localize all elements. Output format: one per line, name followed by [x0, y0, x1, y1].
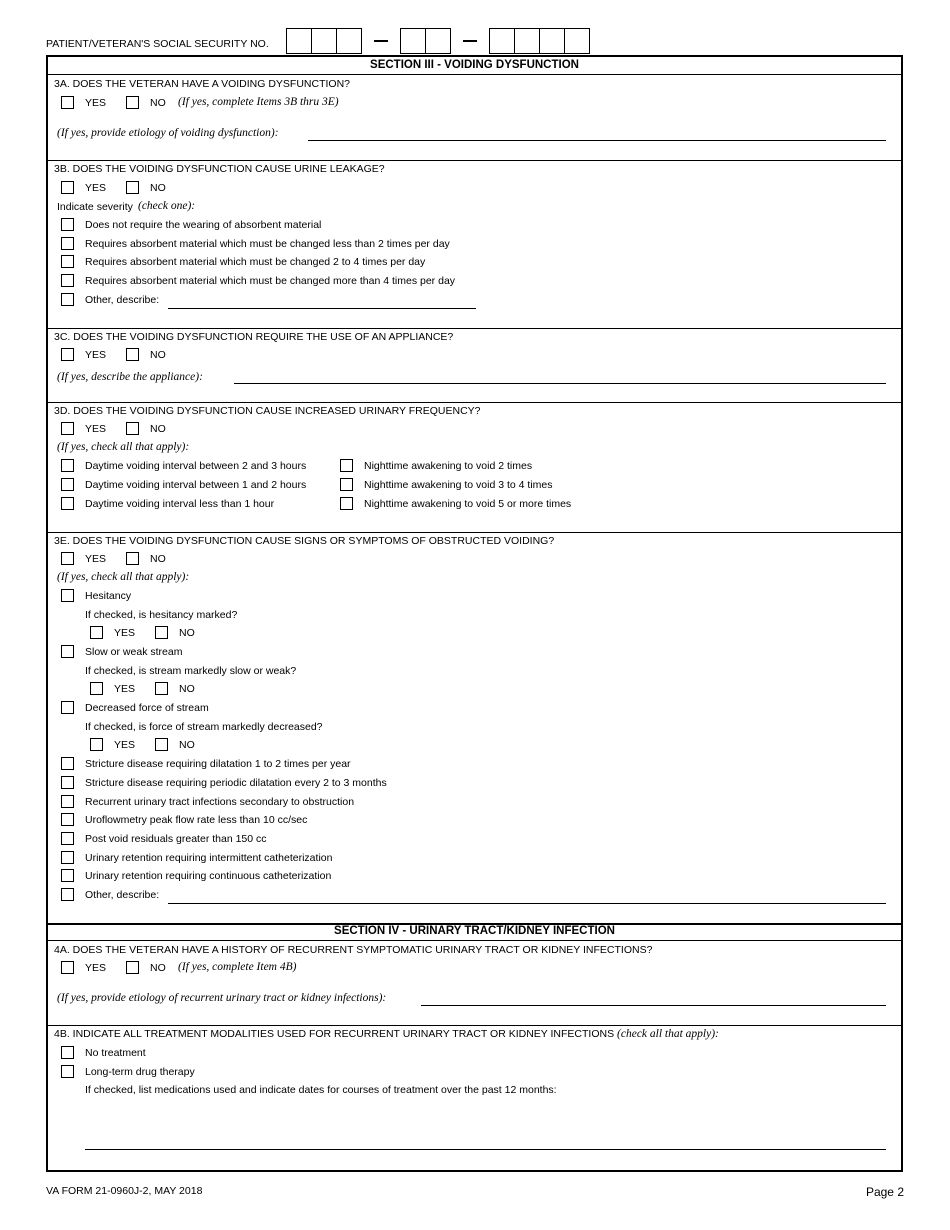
- q3c-no-label: NO: [150, 349, 166, 361]
- q3b-option-5-label: Other, describe:: [85, 294, 160, 306]
- q3e-other-field[interactable]: [168, 903, 886, 904]
- q3d-night-3-checkbox[interactable]: [340, 497, 353, 510]
- q3a-yes-checkbox[interactable]: [61, 96, 74, 109]
- q3e-decreased-no-label: NO: [179, 739, 195, 751]
- q3d-note: (If yes, check all that apply):: [57, 441, 190, 453]
- q3d-no-checkbox[interactable]: [126, 422, 139, 435]
- q3a-note: (If yes, complete Items 3B thru 3E): [178, 96, 339, 108]
- q3e-other-3-label: Recurrent urinary tract infections secondary to obstruction: [85, 796, 355, 808]
- q3b-yes-checkbox[interactable]: [61, 181, 74, 194]
- q3b-option-2-label: Requires absorbent material which must be changed less than 2 times per day: [85, 238, 450, 250]
- q3c-yes-checkbox[interactable]: [61, 348, 74, 361]
- q3e-hesitancy-yes-checkbox[interactable]: [90, 626, 103, 639]
- q3e-question: 3E. DOES THE VOIDING DYSFUNCTION CAUSE SIGNS OR SYMPTOMS OF OBSTRUCTED VOIDING?: [54, 535, 555, 547]
- q3a-etiology-label: (If yes, provide etiology of voiding dysfunction):: [57, 127, 279, 139]
- ssn-digit-7[interactable]: [515, 28, 540, 54]
- q3e-slow-checkbox[interactable]: [61, 645, 74, 658]
- q3a-question: 3A. DOES THE VETERAN HAVE A VOIDING DYSFUNCTION?: [54, 78, 351, 90]
- q3b-yes-label: YES: [85, 182, 107, 194]
- q3e-slow-no-label: NO: [179, 683, 195, 695]
- q3e-other-5-checkbox[interactable]: [61, 832, 74, 845]
- q3c-describe-label: (If yes, describe the appliance):: [57, 371, 203, 383]
- form-number: VA FORM 21-0960J-2, MAY 2018: [46, 1185, 203, 1197]
- q4b-no-treatment-checkbox[interactable]: [61, 1046, 74, 1059]
- q4a-no-checkbox[interactable]: [126, 961, 139, 974]
- q3b-no-label: NO: [150, 182, 166, 194]
- q3e-other-1-checkbox[interactable]: [61, 757, 74, 770]
- q3e-decreased-label: Decreased force of stream: [85, 702, 209, 714]
- q4a-yes-checkbox[interactable]: [61, 961, 74, 974]
- item-4a: [48, 941, 901, 1026]
- q3e-no-label: NO: [150, 553, 166, 565]
- section-4-title: SECTION IV - URINARY TRACT/KIDNEY INFECTION: [48, 923, 901, 941]
- q4a-no-label: NO: [150, 962, 166, 974]
- q3d-day-2-label: Daytime voiding interval between 1 and 2 hours: [85, 479, 307, 491]
- q4a-yes-label: YES: [85, 962, 107, 974]
- q4a-note: (If yes, complete Item 4B): [178, 961, 297, 973]
- q4b-question-note: (check all that apply):: [617, 1028, 719, 1040]
- ssn-digit-9[interactable]: [565, 28, 590, 54]
- q3d-night-1-label: Nighttime awakening to void 2 times: [364, 460, 533, 472]
- q3e-other-1-label: Stricture disease requiring dilatation 1 to 2 times per year: [85, 758, 351, 770]
- q3e-decreased-checkbox[interactable]: [61, 701, 74, 714]
- q3b-option-4-checkbox[interactable]: [61, 274, 74, 287]
- q3e-hesitancy-yes-label: YES: [114, 627, 136, 639]
- q3e-note: (If yes, check all that apply):: [57, 571, 190, 583]
- q3d-night-2-checkbox[interactable]: [340, 478, 353, 491]
- ssn-digit-4[interactable]: [400, 28, 426, 54]
- q3c-question: 3C. DOES THE VOIDING DYSFUNCTION REQUIRE THE USE OF AN APPLIANCE?: [54, 331, 454, 343]
- section-3-title: SECTION III - VOIDING DYSFUNCTION: [48, 57, 901, 75]
- ssn-boxes: [286, 28, 590, 54]
- q3e-decreased-yes-checkbox[interactable]: [90, 738, 103, 751]
- q3d-question: 3D. DOES THE VOIDING DYSFUNCTION CAUSE INCREASED URINARY FREQUENCY?: [54, 405, 481, 417]
- q3c-yes-label: YES: [85, 349, 107, 361]
- q3d-night-3-label: Nighttime awakening to void 5 or more times: [364, 498, 572, 510]
- q3e-other-7-label: Urinary retention requiring continuous catheterization: [85, 870, 332, 882]
- page-number: Page 2: [865, 1185, 904, 1199]
- q3d-day-3-checkbox[interactable]: [61, 497, 74, 510]
- item-3c: [48, 328, 901, 403]
- q3e-slow-no-checkbox[interactable]: [155, 682, 168, 695]
- ssn-digit-8[interactable]: [540, 28, 565, 54]
- item-3a: [48, 75, 901, 161]
- q3b-severity-note: (check one):: [138, 200, 196, 212]
- q3e-decreased-yes-label: YES: [114, 739, 136, 751]
- q4b-long-term-checkbox[interactable]: [61, 1065, 74, 1078]
- ssn-label: PATIENT/VETERAN'S SOCIAL SECURITY NO.: [46, 38, 269, 50]
- q3e-decreased-question: If checked, is force of stream markedly decreased?: [85, 721, 323, 733]
- form-frame: [46, 55, 903, 1172]
- q3e-decreased-no-checkbox[interactable]: [155, 738, 168, 751]
- q3e-slow-label: Slow or weak stream: [85, 646, 183, 658]
- q3c-no-checkbox[interactable]: [126, 348, 139, 361]
- ssn-digit-5[interactable]: [426, 28, 451, 54]
- q3b-no-checkbox[interactable]: [126, 181, 139, 194]
- q3d-day-3-label: Daytime voiding interval less than 1 hour: [85, 498, 275, 510]
- q3b-option-2-checkbox[interactable]: [61, 237, 74, 250]
- ssn-digit-1[interactable]: [286, 28, 312, 54]
- q3e-hesitancy-no-label: NO: [179, 627, 195, 639]
- q4b-long-term-label: Long-term drug therapy: [85, 1066, 195, 1078]
- ssn-digit-3[interactable]: [337, 28, 362, 54]
- q4a-etiology-field[interactable]: [421, 1005, 886, 1006]
- q3e-slow-yes-checkbox[interactable]: [90, 682, 103, 695]
- q3b-other-field[interactable]: [168, 308, 476, 309]
- q3d-day-2-checkbox[interactable]: [61, 478, 74, 491]
- q3d-yes-label: YES: [85, 423, 107, 435]
- q3b-question: 3B. DOES THE VOIDING DYSFUNCTION CAUSE URINE LEAKAGE?: [54, 163, 385, 175]
- q3e-other-2-checkbox[interactable]: [61, 776, 74, 789]
- q4a-question: 4A. DOES THE VETERAN HAVE A HISTORY OF RECURRENT SYMPTOMATIC URINARY TRACT OR KIDNEY INFECTIONS?: [54, 944, 653, 956]
- q3b-option-1-label: Does not require the wearing of absorbent material: [85, 219, 322, 231]
- q4b-medications-field[interactable]: [85, 1149, 886, 1150]
- q3e-other-2-label: Stricture disease requiring periodic dilatation every 2 to 3 months: [85, 777, 387, 789]
- q3e-other-8-label: Other, describe:: [85, 889, 160, 901]
- q3e-other-7-checkbox[interactable]: [61, 869, 74, 882]
- q3e-yes-checkbox[interactable]: [61, 552, 74, 565]
- q3e-hesitancy-question: If checked, is hesitancy marked?: [85, 609, 238, 621]
- ssn-digit-6[interactable]: [489, 28, 515, 54]
- q3e-hesitancy-label: Hesitancy: [85, 590, 132, 602]
- q3e-other-4-label: Uroflowmetry peak flow rate less than 10 cc/sec: [85, 814, 308, 826]
- q3b-option-1-checkbox[interactable]: [61, 218, 74, 231]
- q3a-no-label: NO: [150, 97, 166, 109]
- item-3b: [48, 160, 901, 329]
- q3a-no-checkbox[interactable]: [126, 96, 139, 109]
- q3e-other-4-checkbox[interactable]: [61, 813, 74, 826]
- item-3d: [48, 402, 901, 533]
- q3d-night-1-checkbox[interactable]: [340, 459, 353, 472]
- q3b-option-3-checkbox[interactable]: [61, 255, 74, 268]
- item-3e: [48, 532, 901, 925]
- q4a-etiology-label: (If yes, provide etiology of recurrent urinary tract or kidney infections):: [57, 992, 387, 1004]
- q3c-describe-field[interactable]: [234, 383, 886, 384]
- item-4b: [48, 1025, 901, 1170]
- q4b-if-checked-text: If checked, list medications used and indicate dates for courses of treatment over the past 12 months:: [85, 1084, 557, 1096]
- q3d-day-1-checkbox[interactable]: [61, 459, 74, 472]
- q3e-hesitancy-no-checkbox[interactable]: [155, 626, 168, 639]
- q3e-other-6-checkbox[interactable]: [61, 851, 74, 864]
- q3e-yes-label: YES: [85, 553, 107, 565]
- q4b-question: 4B. INDICATE ALL TREATMENT MODALITIES USED FOR RECURRENT URINARY TRACT OR KIDNEY INFECTIONS: [54, 1028, 615, 1040]
- q3d-no-label: NO: [150, 423, 166, 435]
- q3e-other-5-label: Post void residuals greater than 150 cc: [85, 833, 267, 845]
- q3a-yes-label: YES: [85, 97, 107, 109]
- q3d-yes-checkbox[interactable]: [61, 422, 74, 435]
- ssn-dash-1: [374, 40, 388, 42]
- q3e-slow-question: If checked, is stream markedly slow or weak?: [85, 665, 297, 677]
- q3e-slow-yes-label: YES: [114, 683, 136, 695]
- q3e-other-3-checkbox[interactable]: [61, 795, 74, 808]
- q3b-option-5-checkbox[interactable]: [61, 293, 74, 306]
- q3e-other-6-label: Urinary retention requiring intermittent catheterization: [85, 852, 333, 864]
- q3d-night-2-label: Nighttime awakening to void 3 to 4 times: [364, 479, 553, 491]
- ssn-row: [46, 28, 646, 54]
- ssn-digit-2[interactable]: [312, 28, 337, 54]
- q3b-option-3-label: Requires absorbent material which must be changed 2 to 4 times per day: [85, 256, 426, 268]
- q3b-option-4-label: Requires absorbent material which must be changed more than 4 times per day: [85, 275, 456, 287]
- q3b-severity-label: Indicate severity: [57, 201, 133, 213]
- q3d-day-1-label: Daytime voiding interval between 2 and 3 hours: [85, 460, 307, 472]
- q3e-no-checkbox[interactable]: [126, 552, 139, 565]
- ssn-dash-2: [463, 40, 477, 42]
- q3a-etiology-field[interactable]: [308, 140, 886, 141]
- q3e-other-8-checkbox[interactable]: [61, 888, 74, 901]
- q4b-no-treatment-label: No treatment: [85, 1047, 146, 1059]
- q3e-hesitancy-checkbox[interactable]: [61, 589, 74, 602]
